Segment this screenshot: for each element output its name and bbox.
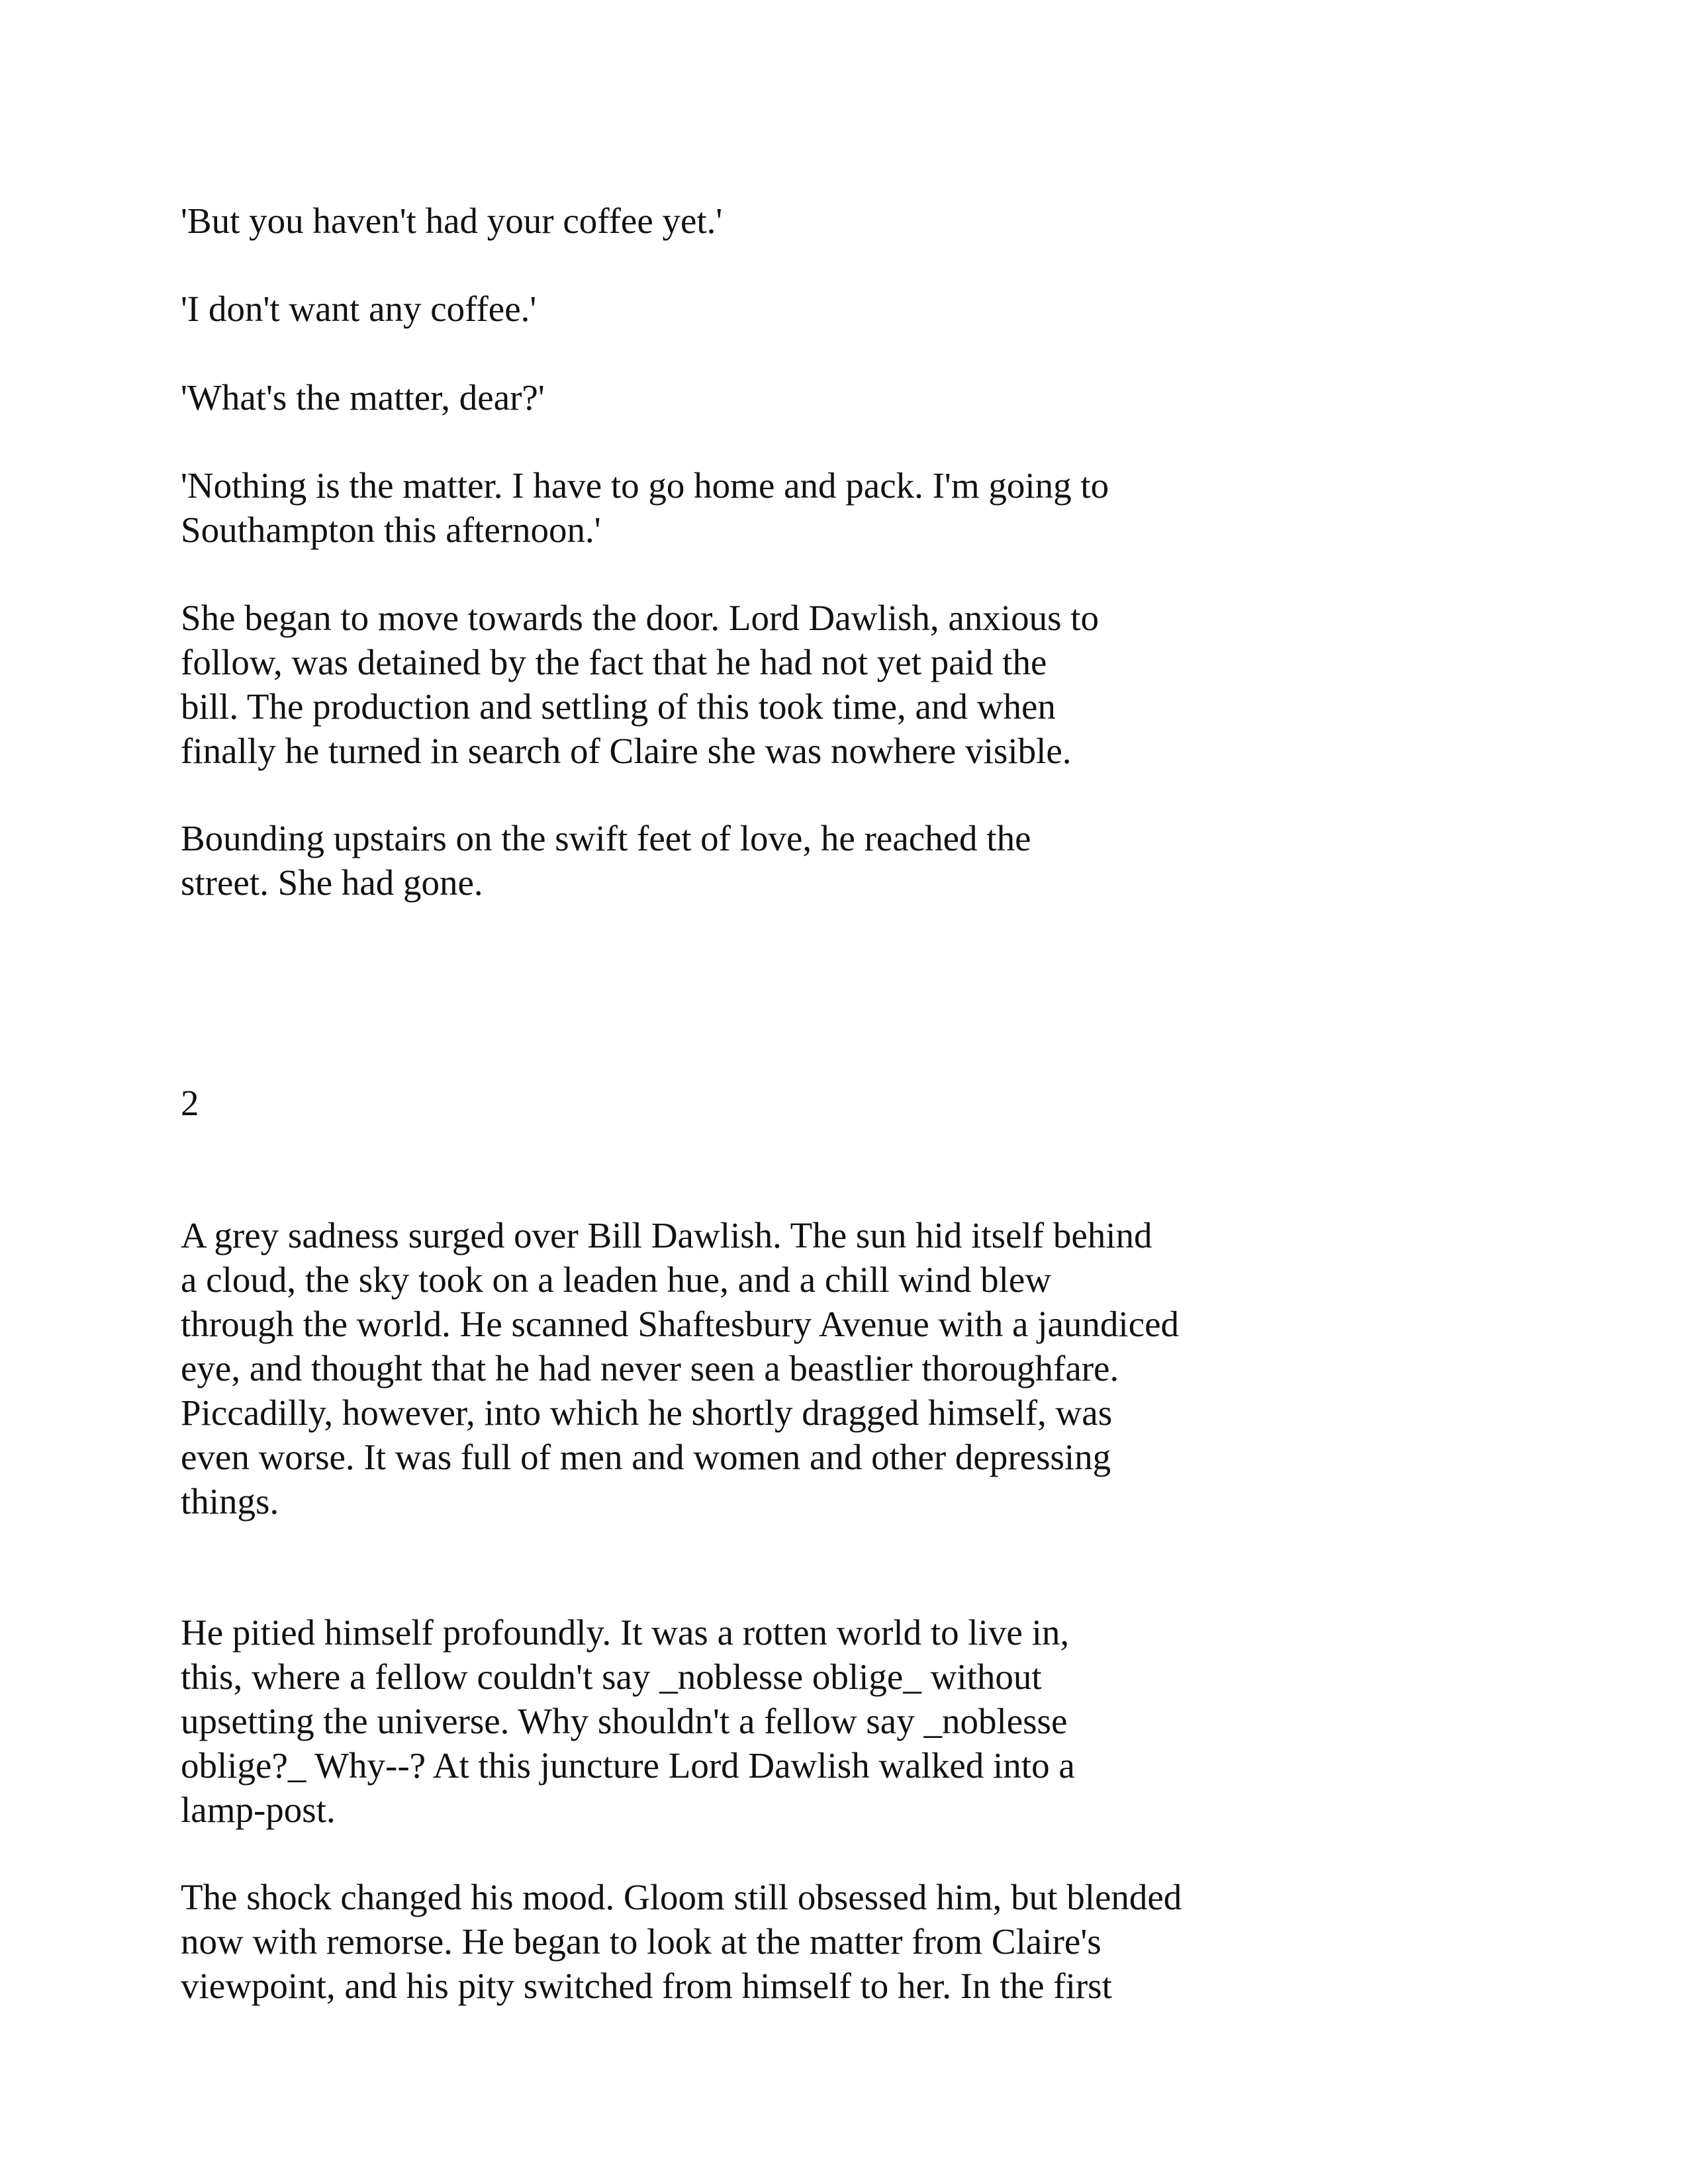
text-line: Bounding upstairs on the swift feet of love, he reached the xyxy=(181,818,1031,858)
paragraph xyxy=(181,199,1571,243)
paragraph xyxy=(181,463,1571,552)
text-line: Piccadilly, however, into which he shortly dragged himself, was xyxy=(181,1392,1113,1433)
text-line: follow, was detained by the fact that he had not yet paid the xyxy=(181,642,1047,682)
paragraph xyxy=(181,596,1571,773)
text-line: even worse. It was full of men and women and other depressing xyxy=(181,1437,1111,1477)
text-line: through the world. He scanned Shaftesbury Avenue with a jaundiced xyxy=(181,1304,1180,1344)
text-line: He pitied himself profoundly. It was a rotten world to live in, xyxy=(181,1612,1070,1653)
text-line: this, where a fellow couldn't say _noblesse oblige_ without xyxy=(181,1657,1042,1697)
paragraph xyxy=(181,1213,1571,1524)
text-line: now with remorse. He began to look at the matter from Claire's xyxy=(181,1921,1102,1962)
text-line: Southampton this afternoon.' xyxy=(181,510,601,550)
text-line: street. She had gone. xyxy=(181,862,483,903)
text-line: a cloud, the sky took on a leaden hue, and a chill wind blew xyxy=(181,1259,1052,1300)
text-line: finally he turned in search of Claire she was nowhere visible. xyxy=(181,731,1072,771)
text-line: 'I don't want any coffee.' xyxy=(181,289,537,329)
paragraph xyxy=(181,1610,1571,1832)
section-number xyxy=(181,1081,1571,1125)
paragraph xyxy=(181,287,1571,331)
paragraph xyxy=(181,1875,1571,2008)
text-line: lamp-post. xyxy=(181,1790,336,1830)
text-line: viewpoint, and his pity switched from himself to her. In the first xyxy=(181,1966,1112,2006)
text-line: 'But you haven't had your coffee yet.' xyxy=(181,201,723,241)
text-line: eye, and thought that he had never seen a beastlier thoroughfare. xyxy=(181,1348,1119,1388)
paragraph xyxy=(181,375,1571,420)
paragraph xyxy=(181,816,1571,905)
text-line: 'Nothing is the matter. I have to go home and pack. I'm going to xyxy=(181,465,1109,506)
text-line: She began to move towards the door. Lord Dawlish, anxious to xyxy=(181,598,1100,638)
section-number-text: 2 xyxy=(181,1083,199,1123)
text-line: 'What's the matter, dear?' xyxy=(181,377,545,418)
text-line: upsetting the universe. Why shouldn't a fellow say _noblesse xyxy=(181,1701,1068,1741)
text-line: The shock changed his mood. Gloom still obsessed him, but blended xyxy=(181,1877,1182,1917)
text-line: things. xyxy=(181,1481,279,1522)
text-line: bill. The production and settling of this took time, and when xyxy=(181,686,1056,727)
text-line: oblige?_ Why--? At this juncture Lord Dawlish walked into a xyxy=(181,1745,1075,1786)
text-line: A grey sadness surged over Bill Dawlish. The sun hid itself behind xyxy=(181,1215,1152,1255)
